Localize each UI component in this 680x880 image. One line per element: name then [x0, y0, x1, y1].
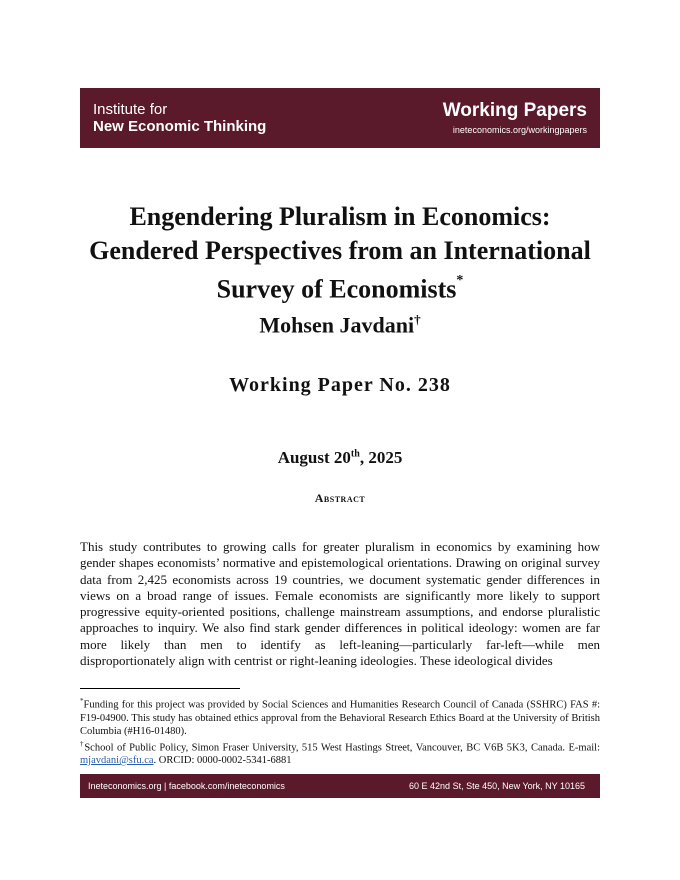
title-line-3: Survey of Economists: [216, 274, 457, 304]
author-footnote-marker: †: [414, 312, 421, 327]
date-suffix: th: [350, 448, 360, 460]
org-name-line2: New Economic Thinking: [93, 118, 267, 135]
abstract-text: This study contributes to growing calls for greater pluralism in economics by examining how gender shapes economists’ normative and epistemological orientations. Drawing on original survey data from 2,425 economists across 19 countries, we document systematic gender differences in views on a broad range of issues. Female economists are significantly more likely to support progressive equity-oriented positions, challenge mainstream assumptions, and endorse pluralistic approaches to inquiry. We also find stark gender differences in political ideology: women are far more likely than men to identify as left-leaning—particularly far-left—while men disproportionately align with centrist or right-leaning ideologies. These ideological divides: [80, 539, 600, 669]
date-month-day: August 20: [277, 448, 351, 467]
publication-date: [0, 448, 680, 468]
footnote-1-marker: *: [80, 697, 84, 705]
institute-logo: [93, 101, 266, 135]
series-title: Working Papers: [442, 100, 587, 121]
series-block: [443, 100, 587, 136]
series-url[interactable]: ineteconomics.org/workingpapers: [452, 125, 587, 135]
footnote-2-text: School of Public Policy, Simon Fraser University, 515 West Hastings Street, Vancouver, BC V6B 5K3, Canada. E-mail:: [84, 742, 600, 753]
footnote-funding: [80, 695, 600, 738]
footer-links[interactable]: Ineteconomics.org | facebook.com/ineteconomics: [88, 781, 285, 791]
footnote-2-marker: †: [80, 739, 85, 748]
author-name: Mohsen Javdani: [259, 312, 415, 338]
header-banner: [80, 88, 600, 148]
paper-title: [60, 200, 620, 307]
footnote-2-orcid: . ORCID: 0000-0002-5341-6881: [153, 755, 292, 766]
abstract-heading: Abstract: [314, 491, 366, 505]
title-line-1: Engendering Pluralism in Economics:: [129, 202, 551, 231]
org-name-line1: Institute for: [93, 101, 168, 118]
author: [0, 312, 680, 338]
footnote-affiliation: [80, 738, 600, 768]
footer-banner: [80, 774, 600, 798]
date-year: , 2025: [359, 448, 403, 467]
working-paper-number: Working Paper No. 238: [229, 374, 451, 396]
footer-address: 60 E 42nd St, Ste 450, New York, NY 10165: [409, 781, 585, 791]
title-footnote-marker: *: [456, 273, 464, 288]
footnotes: [80, 695, 600, 767]
footnote-1-text: Funding for this project was provided by Social Sciences and Humanities Research Council of Canada (SSHRC) FAS #: F19-04900. This study has obtained ethics approval from the Behavioral Research Ethics Board at the University of British Columbia (#H16-01480).: [80, 699, 600, 737]
footnote-divider: [80, 688, 240, 689]
title-line-2: Gendered Perspectives from an International: [89, 236, 591, 265]
author-email-link[interactable]: mjavdani@sfu.ca: [80, 755, 154, 766]
